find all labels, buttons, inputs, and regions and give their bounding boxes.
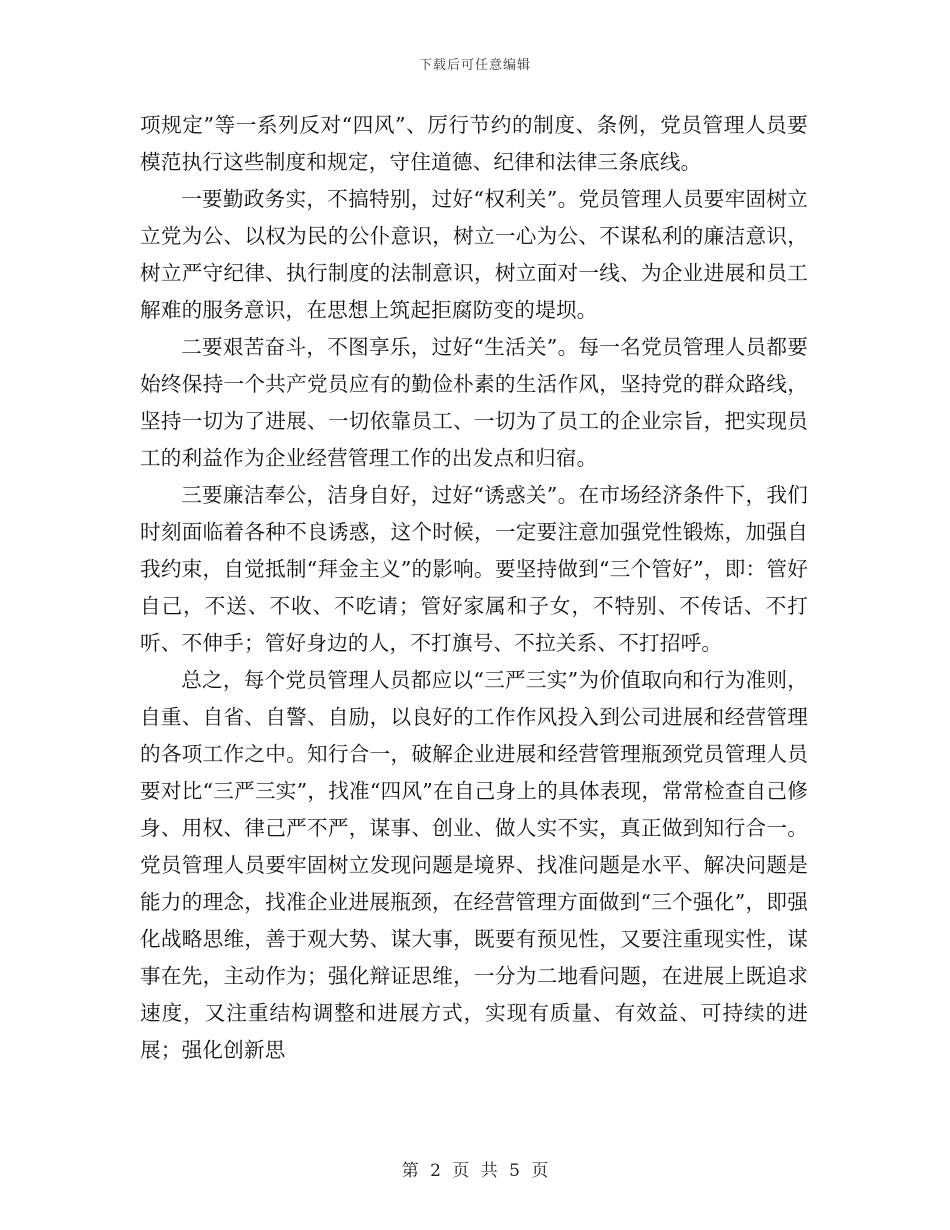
paragraph-hard-work: 二要艰苦奋斗，不图享乐，过好“生活关”。每一名党员管理人员都要始终保持一个共产党员应有的勤俭朴素的生活作风，坚持党的群众路线，坚持一切为了进展、一切依靠员工、一切为了员工的企业宗旨，把实现员工的利益作为企业经营管理工作的出发点和归宿。 — [140, 335, 808, 470]
paragraph-summary: 总之，每个党员管理人员都应以“三严三实”为价值取向和行为准则，自重、自省、自警、自励，以良好的工作作风投入到公司进展和经营管理的各项工作之中。知行合一，破解企业进展和经营管理瓶颈党员管理人员要对比“三严三实”，找准“四风”在自己身上的具体表现，常常检查自己修身、用权、律己严不严，谋事、创业、做人实不实，真正做到知行合一。党员管理人员要牢固树立发现问题是境界、找准问题是水平、解决问题是能力的理念，找准企业进展瓶颈，在经营管理方面做到“三个强化”，即强化战略思维，善于观大势、谋大事，既要有预见性，又要注重现实性，谋事在先，主动作为；强化辩证思维，一分为二地看问题，在进展上既追求速度，又注重结构调整和进展方式，实现有质量、有效益、可持续的进展；强化创新思 — [140, 668, 808, 1062]
document-body — [140, 107, 808, 1069]
paragraph-diligence: 一要勤政务实，不搞特别，过好“权利关”。党员管理人员要牢固树立立党为公、以权为民的公仆意识，树立一心为公、不谋私利的廉洁意识，树立严守纪律、执行制度的法制意识，树立面对一线、为企业进展和员工解难的服务意识，在思想上筑起拒腐防变的堤坝。 — [140, 187, 808, 322]
paragraph-continuation: 项规定”等一系列反对“四风”、厉行节约的制度、条例，党员管理人员要模范执行这些制度和规定，守住道德、纪律和法律三条底线。 — [140, 113, 808, 174]
page-header: 下载后可任意编辑 — [418, 58, 531, 73]
paragraph-integrity: 三要廉洁奉公，洁身自好，过好“诱惑关”。在市场经济条件下，我们时刻面临着各种不良诱惑，这个时候，一定要注意加强党性锻炼，加强自我约束，自觉抵制“拜金主义”的影响。要坚持做到“三个管好”，即：管好自己，不送、不收、不吃请；管好家属和子女，不特别、不传话、不打听、不伸手；管好身边的人，不打旗号、不拉关系、不打招呼。 — [140, 483, 808, 655]
page-footer: 第 2 页 共 5 页 — [401, 1161, 549, 1181]
